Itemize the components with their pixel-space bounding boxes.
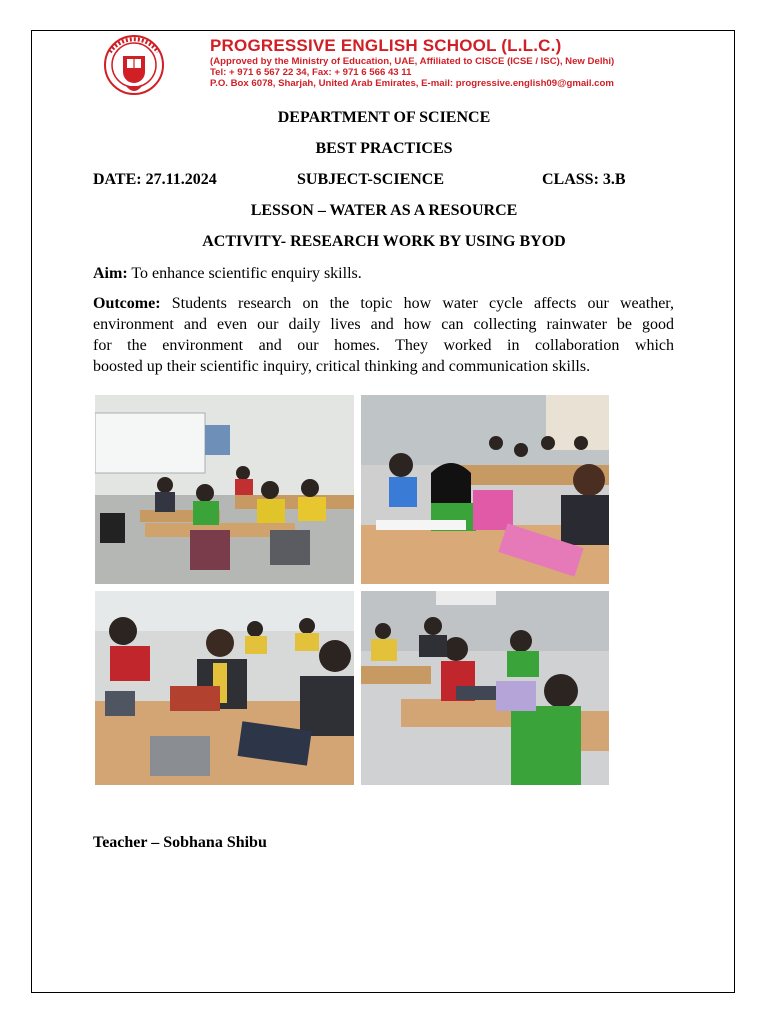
- activity-heading: ACTIVITY- RESEARCH WORK BY USING BYOD: [202, 233, 566, 250]
- classroom-photo-2: [361, 395, 609, 584]
- class-field: CLASS: 3.B: [542, 171, 626, 188]
- lesson-heading: LESSON – WATER AS A RESOURCE: [250, 202, 518, 219]
- contact-line: Tel: + 971 6 567 22 34, Fax: + 971 6 566 43 11: [210, 67, 412, 78]
- outcome-line: boosted up their scientific inquiry, critical thinking and communication skills.: [93, 358, 591, 375]
- outcome-label: Outcome:: [93, 295, 161, 312]
- outcome-line: environment and even our daily lives and how can collecting rainwater be good: [93, 316, 674, 333]
- school-name: PROGRESSIVE ENGLISH SCHOOL (L.L.C.): [210, 36, 562, 55]
- letterhead: [92, 34, 652, 98]
- outcome-line: Outcome: Students research on the topic how water cycle affects our weather,: [93, 295, 674, 312]
- teacher-name: Teacher – Sobhana Shibu: [93, 834, 267, 851]
- address-line: P.O. Box 6078, Sharjah, United Arab Emirates, E-mail: progressive.english09@gmail.com: [210, 78, 614, 89]
- outcome-paragraph: [93, 293, 674, 377]
- best-practices-heading: BEST PRACTICES: [315, 140, 453, 157]
- department-heading: DEPARTMENT OF SCIENCE: [277, 109, 491, 126]
- subject-field: SUBJECT-SCIENCE: [297, 171, 445, 188]
- date-field: DATE: 27.11.2024: [93, 171, 217, 188]
- classroom-photo-1: [95, 395, 354, 584]
- classroom-photo-4: [361, 591, 609, 785]
- outcome-line: for the environment and our homes. They worked in collaboration which: [93, 337, 674, 354]
- affiliation-line: (Approved by the Ministry of Education, UAE, Affiliated to CISCE (ICSE / ISC), New Delhi): [210, 56, 615, 67]
- aim-label: Aim:: [93, 265, 128, 282]
- aim-paragraph: [93, 263, 674, 284]
- school-crest-icon: [92, 34, 176, 98]
- classroom-photo-3: [95, 591, 354, 785]
- aim-text: To enhance scientific enquiry skills.: [131, 265, 362, 282]
